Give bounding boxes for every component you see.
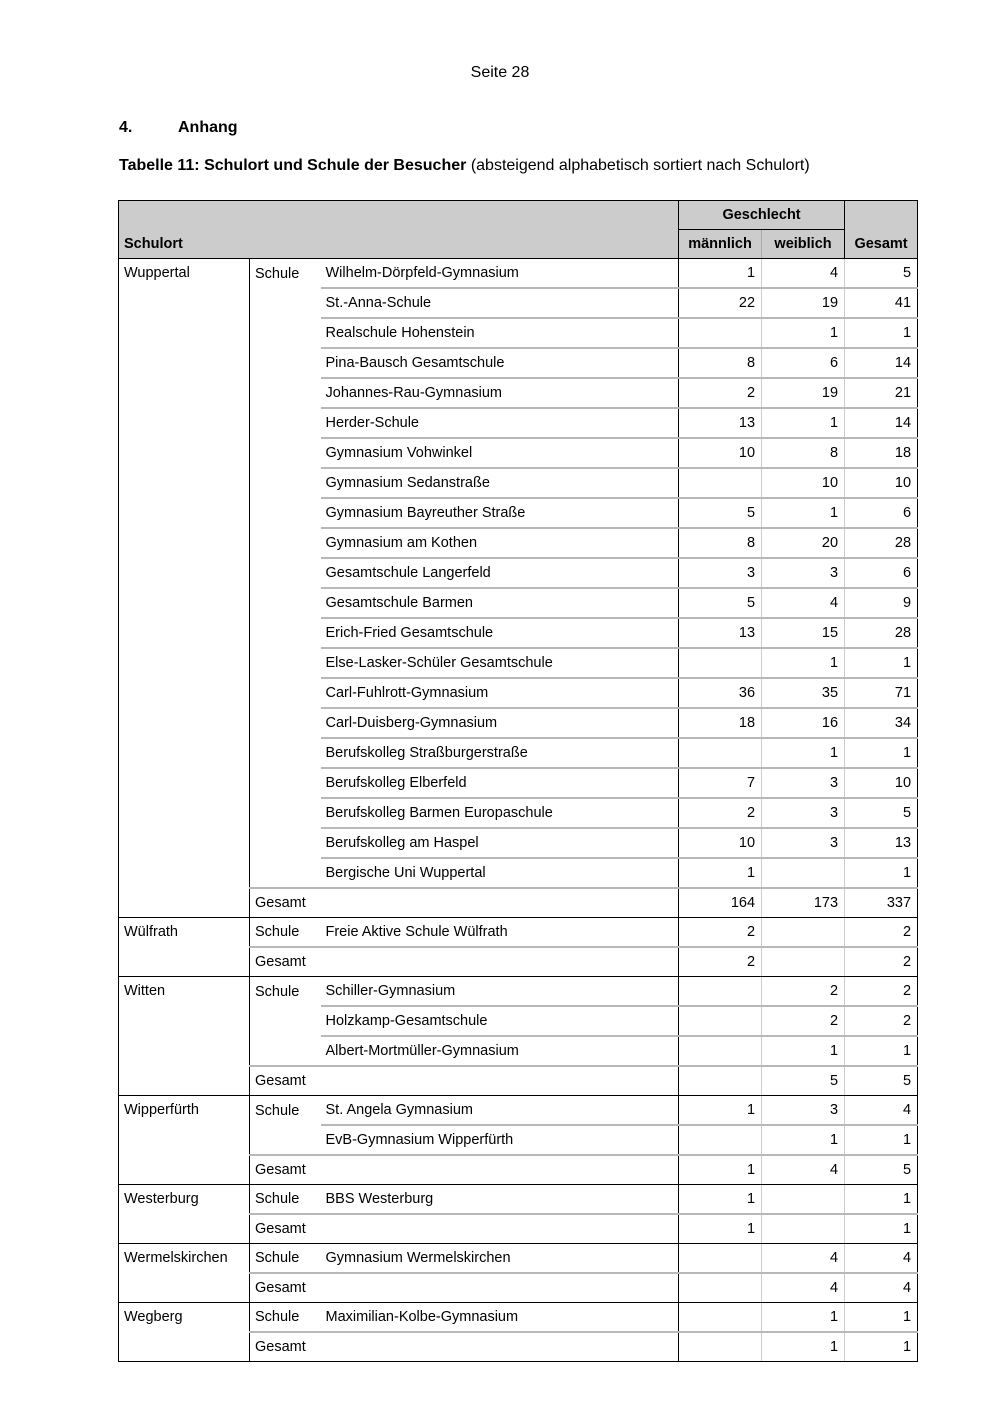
total-gesamt-cell: 337 [845, 888, 918, 918]
table-row [119, 259, 918, 289]
total-maennlich-cell [679, 1066, 762, 1096]
total-maennlich-cell: 164 [679, 888, 762, 918]
gesamt-cell: 28 [845, 528, 918, 558]
category-cell [250, 498, 321, 528]
total-maennlich-cell: 1 [679, 1214, 762, 1244]
school-name-cell: Freie Aktive Schule Wülfrath [321, 918, 679, 948]
category-cell [250, 438, 321, 468]
maennlich-cell: 7 [679, 768, 762, 798]
total-label-cell: Gesamt [250, 1066, 321, 1096]
total-maennlich-cell [679, 1273, 762, 1303]
maennlich-cell: 1 [679, 1096, 762, 1126]
category-cell: Schule [250, 1185, 321, 1215]
weiblich-cell: 1 [762, 1303, 845, 1333]
category-cell [250, 348, 321, 378]
maennlich-cell: 2 [679, 798, 762, 828]
maennlich-cell: 13 [679, 618, 762, 648]
header-gesamt: Gesamt [845, 201, 918, 259]
weiblich-cell: 19 [762, 378, 845, 408]
total-weiblich-cell [762, 1214, 845, 1244]
table-caption-note: (absteigend alphabetisch sortiert nach Schulort) [470, 157, 810, 174]
weiblich-cell: 2 [762, 1006, 845, 1036]
total-gesamt-cell: 5 [845, 1066, 918, 1096]
school-name-cell: Berufskolleg Elberfeld [321, 768, 679, 798]
gesamt-cell: 1 [845, 1036, 918, 1066]
gesamt-cell: 5 [845, 798, 918, 828]
school-name-cell: St. Angela Gymnasium [321, 1096, 679, 1126]
weiblich-cell [762, 858, 845, 888]
gesamt-cell: 18 [845, 438, 918, 468]
maennlich-cell [679, 648, 762, 678]
gesamt-cell: 10 [845, 768, 918, 798]
maennlich-cell: 10 [679, 438, 762, 468]
gesamt-cell: 14 [845, 408, 918, 438]
table-header [119, 201, 918, 259]
school-name-cell: Gesamtschule Barmen [321, 588, 679, 618]
weiblich-cell: 16 [762, 708, 845, 738]
maennlich-cell [679, 977, 762, 1007]
gesamt-cell: 5 [845, 259, 918, 289]
gesamt-cell: 2 [845, 1006, 918, 1036]
section-number: 4. [119, 119, 133, 136]
category-cell [250, 648, 321, 678]
school-name-cell: Holzkamp-Gesamtschule [321, 1006, 679, 1036]
gesamt-cell: 2 [845, 918, 918, 948]
school-name-cell: Gymnasium Sedanstraße [321, 468, 679, 498]
total-label-cell: Gesamt [250, 1155, 321, 1185]
total-weiblich-cell: 4 [762, 1155, 845, 1185]
category-cell: Schule [255, 1102, 300, 1119]
total-maennlich-cell [679, 1332, 762, 1362]
category-cell [250, 798, 321, 828]
gesamt-cell: 1 [845, 1185, 918, 1215]
maennlich-cell: 2 [679, 378, 762, 408]
weiblich-cell: 4 [762, 588, 845, 618]
category-cell [250, 288, 321, 318]
school-name-cell: Berufskolleg Straßburgerstraße [321, 738, 679, 768]
school-name-cell: Berufskolleg am Haspel [321, 828, 679, 858]
gesamt-cell: 6 [845, 498, 918, 528]
maennlich-cell: 1 [679, 1185, 762, 1215]
schulort-cell: Witten [119, 977, 250, 1096]
gesamt-cell: 14 [845, 348, 918, 378]
table-body [119, 259, 918, 1362]
school-name-cell: Maximilian-Kolbe-Gymnasium [321, 1303, 679, 1333]
school-name-cell: Gymnasium Bayreuther Straße [321, 498, 679, 528]
school-name-cell: Gymnasium am Kothen [321, 528, 679, 558]
section-title: Anhang [178, 119, 238, 136]
total-label-cell: Gesamt [250, 1273, 321, 1303]
total-spacer-cell [321, 1066, 679, 1096]
total-label-cell: Gesamt [250, 888, 321, 918]
category-cell: Schule [255, 983, 300, 1000]
gesamt-cell: 4 [845, 1096, 918, 1126]
gesamt-cell: 41 [845, 288, 918, 318]
category-cell [250, 768, 321, 798]
school-name-cell: Gymnasium Vohwinkel [321, 438, 679, 468]
header-maennlich: männlich [679, 230, 762, 259]
school-name-cell: St.-Anna-Schule [321, 288, 679, 318]
maennlich-cell: 8 [679, 348, 762, 378]
weiblich-cell: 19 [762, 288, 845, 318]
weiblich-cell: 1 [762, 498, 845, 528]
total-weiblich-cell: 1 [762, 1332, 845, 1362]
total-weiblich-cell: 173 [762, 888, 845, 918]
category-cell [250, 1036, 321, 1066]
schulort-cell: Wipperfürth [119, 1096, 250, 1185]
maennlich-cell [679, 738, 762, 768]
weiblich-cell: 6 [762, 348, 845, 378]
gesamt-cell: 9 [845, 588, 918, 618]
gesamt-cell: 34 [845, 708, 918, 738]
table-row [119, 918, 918, 948]
weiblich-cell: 3 [762, 828, 845, 858]
gesamt-cell: 13 [845, 828, 918, 858]
gesamt-cell: 1 [845, 648, 918, 678]
school-name-cell: Pina-Bausch Gesamtschule [321, 348, 679, 378]
school-name-cell: Gesamtschule Langerfeld [321, 558, 679, 588]
gesamt-cell: 10 [845, 468, 918, 498]
total-spacer-cell [321, 1155, 679, 1185]
total-gesamt-cell: 1 [845, 1332, 918, 1362]
table-row [119, 1096, 918, 1126]
total-weiblich-cell [762, 947, 845, 977]
category-cell [250, 1125, 321, 1155]
schulort-cell: Westerburg [119, 1185, 250, 1244]
gesamt-cell: 1 [845, 318, 918, 348]
total-label-cell: Gesamt [250, 947, 321, 977]
category-cell [250, 858, 321, 888]
weiblich-cell: 1 [762, 1125, 845, 1155]
total-weiblich-cell: 5 [762, 1066, 845, 1096]
category-cell [250, 828, 321, 858]
table-row [119, 977, 918, 1007]
category-cell: Schule [250, 918, 321, 948]
school-name-cell: Bergische Uni Wuppertal [321, 858, 679, 888]
weiblich-cell: 2 [762, 977, 845, 1007]
maennlich-cell: 1 [679, 858, 762, 888]
total-label-cell: Gesamt [250, 1332, 321, 1362]
weiblich-cell: 3 [762, 768, 845, 798]
school-name-cell: Wilhelm-Dörpfeld-Gymnasium [321, 259, 679, 289]
weiblich-cell: 3 [762, 1096, 845, 1126]
category-cell: Schule [250, 1303, 321, 1333]
category-cell [250, 618, 321, 648]
weiblich-cell: 1 [762, 1036, 845, 1066]
table-caption-title: Tabelle 11: Schulort und Schule der Besucher [119, 157, 467, 174]
school-name-cell: Schiller-Gymnasium [321, 977, 679, 1007]
category-cell [250, 588, 321, 618]
category-cell [250, 558, 321, 588]
gesamt-cell: 4 [845, 1244, 918, 1274]
weiblich-cell: 4 [762, 259, 845, 289]
maennlich-cell [679, 1125, 762, 1155]
total-gesamt-cell: 2 [845, 947, 918, 977]
section-heading [119, 119, 238, 137]
total-spacer-cell [321, 1273, 679, 1303]
maennlich-cell: 36 [679, 678, 762, 708]
header-schulort: Schulort [119, 201, 679, 259]
table-caption [119, 157, 810, 175]
weiblich-cell: 3 [762, 798, 845, 828]
category-cell: Schule [250, 1244, 321, 1274]
gesamt-cell: 1 [845, 1303, 918, 1333]
maennlich-cell [679, 1244, 762, 1274]
school-name-cell: Carl-Duisberg-Gymnasium [321, 708, 679, 738]
schulort-cell: Wuppertal [119, 259, 250, 918]
schulort-cell: Wermelskirchen [119, 1244, 250, 1303]
category-cell [250, 708, 321, 738]
weiblich-cell: 15 [762, 618, 845, 648]
weiblich-cell: 20 [762, 528, 845, 558]
school-name-cell: Albert-Mortmüller-Gymnasium [321, 1036, 679, 1066]
maennlich-cell: 8 [679, 528, 762, 558]
maennlich-cell [679, 1006, 762, 1036]
gesamt-cell: 1 [845, 858, 918, 888]
category-cell [250, 408, 321, 438]
gesamt-cell: 71 [845, 678, 918, 708]
category-cell [250, 528, 321, 558]
gesamt-cell: 1 [845, 1125, 918, 1155]
total-maennlich-cell: 1 [679, 1155, 762, 1185]
weiblich-cell: 10 [762, 468, 845, 498]
category-cell [250, 1006, 321, 1036]
maennlich-cell: 1 [679, 259, 762, 289]
maennlich-cell [679, 468, 762, 498]
weiblich-cell: 3 [762, 558, 845, 588]
maennlich-cell: 3 [679, 558, 762, 588]
weiblich-cell [762, 1185, 845, 1215]
total-spacer-cell [321, 947, 679, 977]
page-number: Seite 28 [470, 64, 530, 81]
total-weiblich-cell: 4 [762, 1273, 845, 1303]
weiblich-cell: 1 [762, 408, 845, 438]
table-row [119, 1185, 918, 1215]
weiblich-cell: 35 [762, 678, 845, 708]
visitor-school-table [118, 200, 918, 1362]
schulort-cell: Wegberg [119, 1303, 250, 1362]
school-name-cell: BBS Westerburg [321, 1185, 679, 1215]
school-name-cell: Johannes-Rau-Gymnasium [321, 378, 679, 408]
school-name-cell: Herder-Schule [321, 408, 679, 438]
header-geschlecht: Geschlecht [679, 201, 845, 230]
gesamt-cell: 6 [845, 558, 918, 588]
weiblich-cell [762, 918, 845, 948]
maennlich-cell: 22 [679, 288, 762, 318]
school-name-cell: Carl-Fuhlrott-Gymnasium [321, 678, 679, 708]
school-name-cell: Berufskolleg Barmen Europaschule [321, 798, 679, 828]
category-cell: Schule [255, 265, 300, 282]
weiblich-cell: 1 [762, 318, 845, 348]
school-name-cell: Erich-Fried Gesamtschule [321, 618, 679, 648]
weiblich-cell: 4 [762, 1244, 845, 1274]
maennlich-cell: 2 [679, 918, 762, 948]
total-spacer-cell [321, 888, 679, 918]
weiblich-cell: 1 [762, 738, 845, 768]
weiblich-cell: 8 [762, 438, 845, 468]
weiblich-cell: 1 [762, 648, 845, 678]
category-cell [250, 678, 321, 708]
total-gesamt-cell: 1 [845, 1214, 918, 1244]
table-row [119, 1303, 918, 1333]
gesamt-cell: 2 [845, 977, 918, 1007]
total-maennlich-cell: 2 [679, 947, 762, 977]
maennlich-cell: 5 [679, 588, 762, 618]
header-weiblich: weiblich [762, 230, 845, 259]
gesamt-cell: 21 [845, 378, 918, 408]
maennlich-cell: 18 [679, 708, 762, 738]
category-cell [250, 468, 321, 498]
gesamt-cell: 1 [845, 738, 918, 768]
school-name-cell: EvB-Gymnasium Wipperfürth [321, 1125, 679, 1155]
maennlich-cell [679, 1036, 762, 1066]
total-spacer-cell [321, 1214, 679, 1244]
table-row [119, 1244, 918, 1274]
total-gesamt-cell: 5 [845, 1155, 918, 1185]
category-cell [250, 318, 321, 348]
maennlich-cell [679, 1303, 762, 1333]
school-name-cell: Else-Lasker-Schüler Gesamtschule [321, 648, 679, 678]
category-cell [250, 738, 321, 768]
schulort-cell: Wülfrath [119, 918, 250, 977]
total-gesamt-cell: 4 [845, 1273, 918, 1303]
total-spacer-cell [321, 1332, 679, 1362]
school-name-cell: Realschule Hohenstein [321, 318, 679, 348]
maennlich-cell: 10 [679, 828, 762, 858]
gesamt-cell: 28 [845, 618, 918, 648]
maennlich-cell: 13 [679, 408, 762, 438]
maennlich-cell [679, 318, 762, 348]
category-cell [250, 378, 321, 408]
total-label-cell: Gesamt [250, 1214, 321, 1244]
school-name-cell: Gymnasium Wermelskirchen [321, 1244, 679, 1274]
maennlich-cell: 5 [679, 498, 762, 528]
